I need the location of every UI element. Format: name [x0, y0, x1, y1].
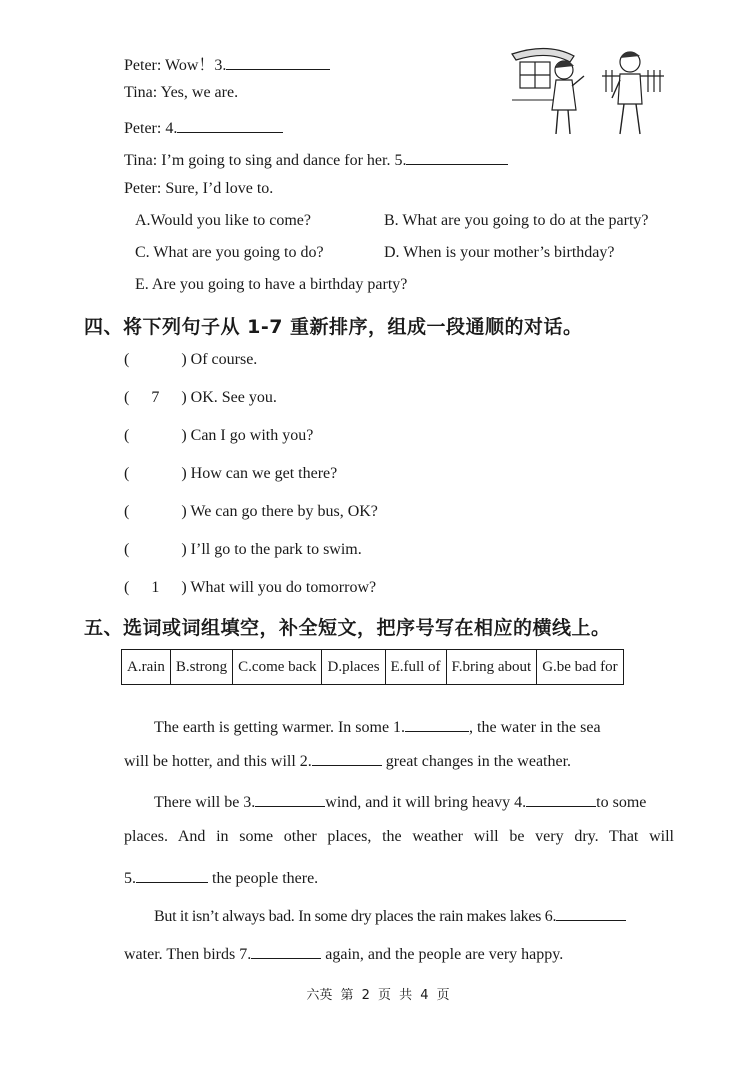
passage-blank-6[interactable] — [556, 904, 626, 921]
passage-text: the people there. — [208, 870, 319, 887]
dialogue-line-1 — [124, 52, 330, 75]
passage-blank-3[interactable] — [255, 790, 325, 807]
passage-blank-4[interactable] — [526, 790, 596, 807]
word-bank-cell: C.come back — [233, 650, 322, 685]
option-b: B. What are you going to do at the party? — [384, 212, 649, 229]
page-footer: 六英 第 2 页 共 4 页 — [306, 988, 450, 1003]
section-4-heading: 四、将下列句子从 1-7 重新排序，组成一段通顺的对话。 — [84, 316, 583, 338]
order-sentence: ) Can I go with you? — [181, 427, 314, 444]
dialogue-text: Peter: Wow！3. — [124, 57, 227, 74]
dialogue-line-2: Tina: Yes, we are. — [124, 84, 239, 101]
passage-line — [124, 942, 674, 964]
passage-text: But it isn’t always bad. In some dry places the rain makes lakes 6. — [154, 908, 557, 925]
order-number[interactable]: 1 — [151, 579, 160, 596]
answer-blank-3[interactable] — [226, 53, 330, 70]
passage-blank-5[interactable] — [136, 866, 208, 883]
order-number[interactable]: 7 — [151, 389, 160, 406]
passage-line — [124, 715, 674, 737]
dialogue-line-4 — [124, 148, 508, 170]
word-bank-table — [121, 649, 624, 685]
passage-line — [124, 866, 674, 888]
order-item: ( ) Can I go with you? — [124, 427, 314, 444]
option-a: A.Would you like to come? — [135, 212, 312, 229]
dialogue-line-5: Peter: Sure, I’d love to. — [124, 180, 274, 197]
word-bank-cell: A.rain — [122, 650, 171, 685]
dialogue-line-3 — [124, 116, 283, 138]
option-c: C. What are you going to do? — [135, 244, 324, 261]
order-item: ( 1 ) What will you do tomorrow? — [124, 579, 377, 596]
order-sentence: ) How can we get there? — [181, 465, 338, 482]
order-item: ( 7 ) OK. See you. — [124, 389, 277, 406]
passage-text: to some — [596, 794, 647, 811]
section-5-heading: 五、选词或词组填空，补全短文，把序号写在相应的横线上。 — [84, 617, 611, 639]
word-bank-cell: B.strong — [170, 650, 232, 685]
order-sentence: ) OK. See you. — [181, 389, 277, 406]
passage-text: wind, and it will bring heavy 4. — [325, 794, 527, 811]
passage-text: again, and the people are very happy. — [321, 946, 564, 963]
order-sentence: ) What will you do tomorrow? — [181, 579, 377, 596]
passage-text: great changes in the weather. — [381, 753, 572, 770]
kids-illustration — [508, 40, 668, 140]
passage-line — [124, 790, 674, 812]
passage-line — [124, 749, 674, 771]
passage-blank-7[interactable] — [251, 942, 321, 959]
passage-text: There will be 3. — [154, 794, 256, 811]
order-sentence: ) Of course. — [181, 351, 258, 368]
word-bank-cell: E.full of — [385, 650, 446, 685]
passage-line: places. And in some other places, the weather will be very dry. That will — [124, 828, 674, 845]
answer-blank-5[interactable] — [406, 148, 508, 165]
order-sentence: ) We can go there by bus, OK? — [181, 503, 378, 520]
passage-blank-2[interactable] — [312, 749, 382, 766]
order-item: ( ) I’ll go to the park to swim. — [124, 541, 362, 558]
answer-blank-4[interactable] — [177, 116, 283, 133]
word-bank-cell: G.be bad for — [537, 650, 623, 685]
order-item: ( ) Of course. — [124, 351, 258, 368]
order-sentence: ) I’ll go to the park to swim. — [181, 541, 362, 558]
passage-text: water. Then birds 7. — [124, 946, 252, 963]
passage-text: The earth is getting warmer. In some 1. — [154, 719, 406, 736]
dialogue-text: Peter: 4. — [124, 120, 178, 137]
order-item: ( ) How can we get there? — [124, 465, 338, 482]
word-bank-cell: F.bring about — [446, 650, 537, 685]
passage-line — [124, 904, 674, 926]
order-item: ( ) We can go there by bus, OK? — [124, 503, 378, 520]
passage-text: 5. — [124, 870, 136, 887]
option-d: D. When is your mother’s birthday? — [384, 244, 615, 261]
word-bank-cell: D.places — [322, 650, 385, 685]
passage-text: will be hotter, and this will 2. — [124, 753, 312, 770]
dialogue-text: Tina: I’m going to sing and dance for her. 5. — [124, 152, 407, 169]
passage-blank-1[interactable] — [405, 715, 469, 732]
passage-text: , the water in the sea — [469, 719, 601, 736]
option-e: E. Are you going to have a birthday party? — [135, 276, 408, 293]
